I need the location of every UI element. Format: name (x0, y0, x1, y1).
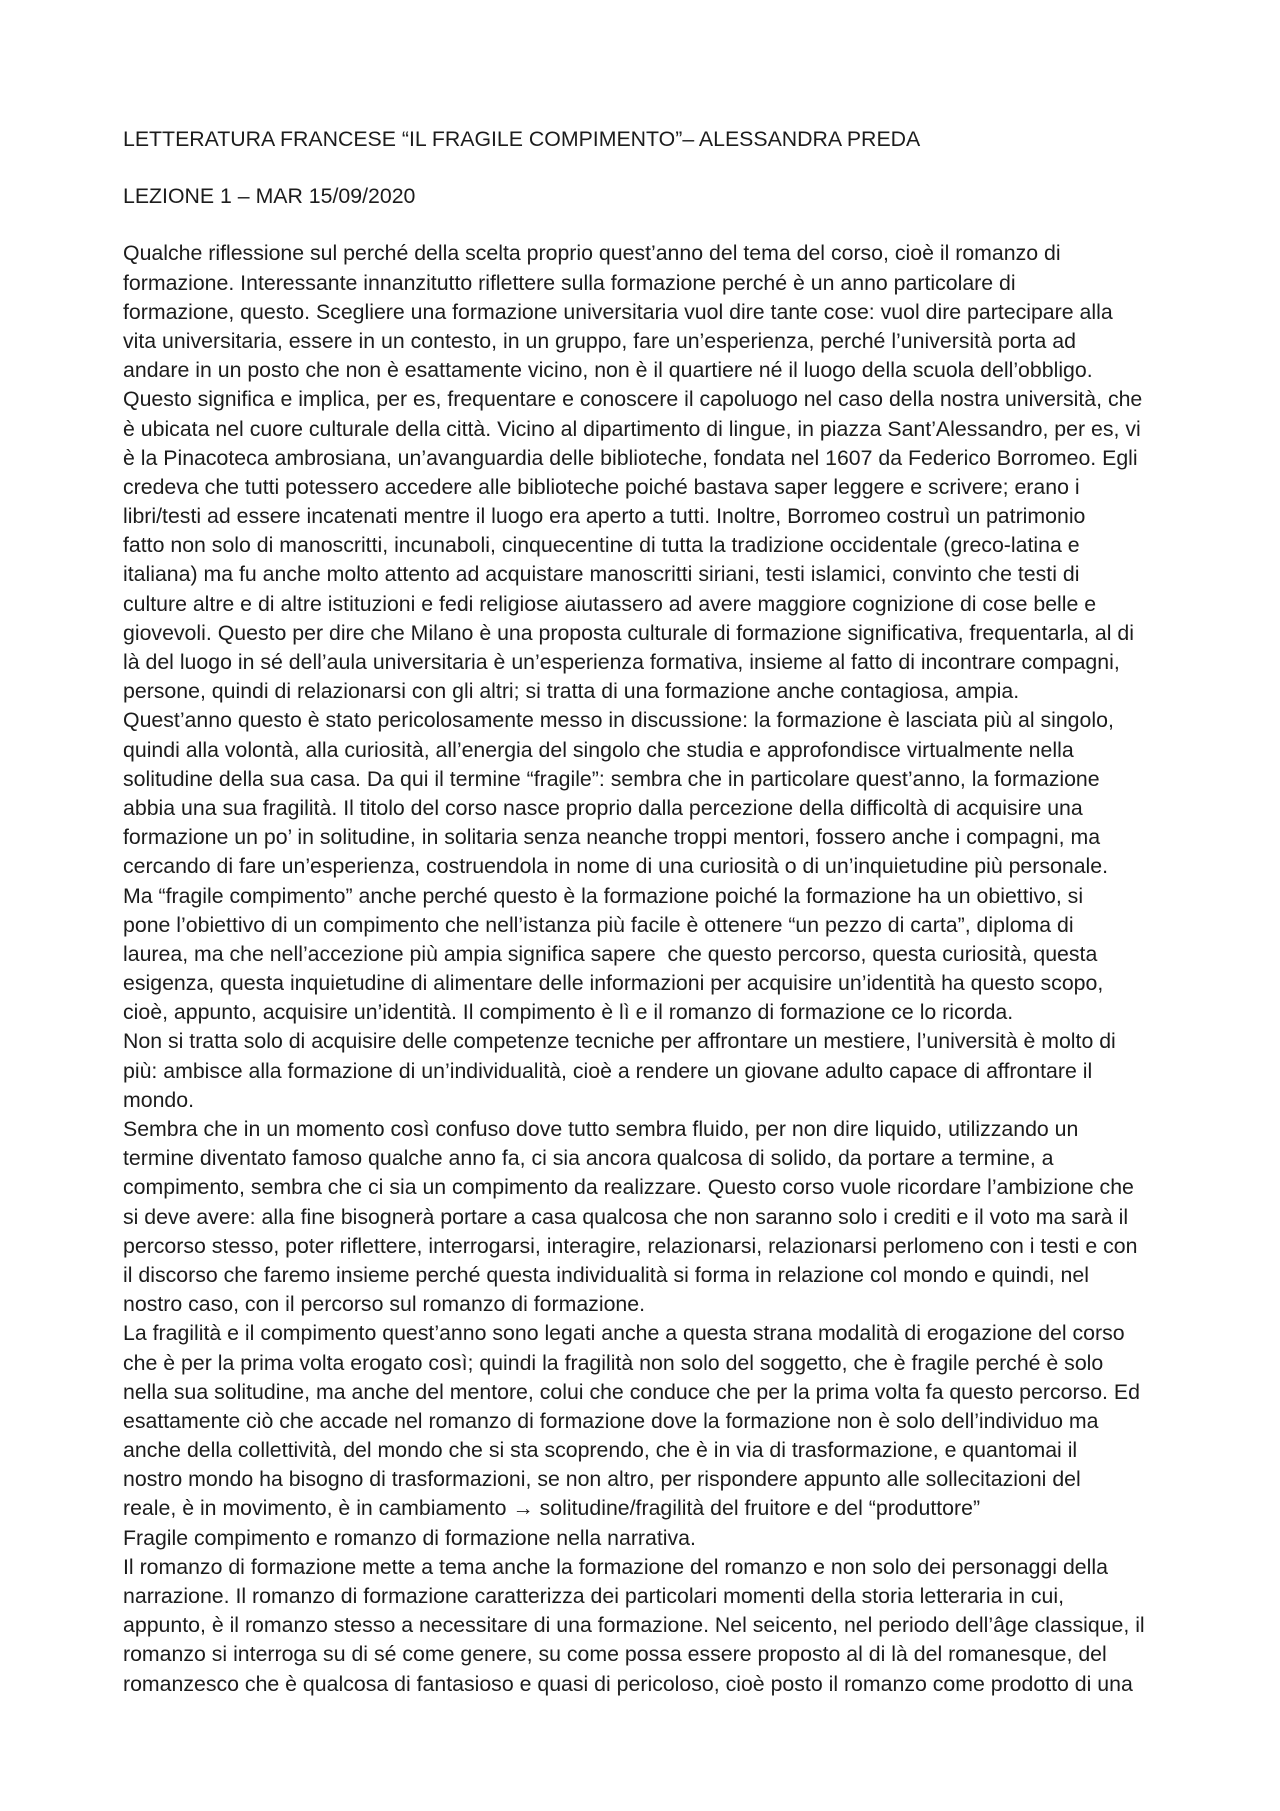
text-line: che è per la prima volta erogato così; quindi la fragilità non solo del soggetto, che è fragile perché è solo (123, 1350, 1104, 1375)
text-line: fatto non solo di manoscritti, incunaboli, cinquecentine di tutta la tradizione occidentale (greco-latina e (123, 533, 1080, 558)
text-line: romanzesco che è qualcosa di fantasioso e quasi di pericoloso, cioè posto il romanzo come prodotto di una (123, 1671, 1133, 1696)
text-line: Ma “fragile compimento” anche perché questo è la formazione poiché la formazione ha un obiettivo, si (123, 883, 1084, 908)
text-line: solitudine della sua casa. Da qui il termine “fragile”: sembra che in particolare quest’anno, la formazione (123, 766, 1100, 791)
text-line: Fragile compimento e romanzo di formazione nella narrativa. (123, 1525, 696, 1550)
text-line: Quest’anno questo è stato pericolosamente messo in discussione: la formazione è lasciata più al singolo, (123, 708, 1114, 733)
paragraph (123, 239, 1183, 706)
text-line: è la Pinacoteca ambrosiana, un’avanguardia delle biblioteche, fondata nel 1607 da Federico Borromeo. Egli (123, 445, 1138, 470)
text-line: Questo significa e implica, per es, frequentare e conoscere il capoluogo nel caso della nostra università, che (123, 387, 1143, 412)
text-line: Sembra che in un momento così confuso dove tutto sembra fluido, per non dire liquido, utilizzando un (123, 1117, 1079, 1141)
paragraph (123, 1553, 1183, 1699)
text-line: italiana) ma fu anche molto attento ad acquistare manoscritti siriani, testi islamici, convinto che testi di (123, 562, 1080, 587)
text-line: nella sua solitudine, ma anche del mentore, colui che conduce che per la prima volta fa questo percorso. Ed (123, 1379, 1140, 1404)
text-line: è ubicata nel cuore culturale della città. Vicino al dipartimento di lingue, in piazza Sant’Alessandro, per es, vi (123, 416, 1141, 441)
text-line: esigenza, questa inquietudine di alimentare delle informazioni per acquisire un’identità ha questo scopo, (123, 971, 1104, 996)
paragraph (123, 1524, 1183, 1553)
text-line: Qualche riflessione sul perché della scelta proprio quest’anno del tema del corso, cioè il romanzo di (123, 241, 1061, 266)
text-line: credeva che tutti potessero accedere alle biblioteche poiché bastava saper leggere e scrivere; erano i (123, 474, 1080, 499)
text-line: laurea, ma che nell’accezione più ampia significa sapere che questo percorso, questa curiosità, questa (123, 941, 1098, 966)
text-line: vita universitaria, essere in un contesto, in un gruppo, fare un’esperienza, perché l’università porta ad (123, 328, 1076, 353)
text-line: si deve avere: alla fine bisognerà portare a casa qualcosa che non saranno solo i crediti e il voto ma sarà il (123, 1204, 1129, 1229)
text-line: Il romanzo di formazione mette a tema anche la formazione del romanzo e non solo dei personaggi della (123, 1554, 1108, 1579)
lesson-heading: LEZIONE 1 – MAR 15/09/2020 (123, 184, 416, 209)
text-line: reale, è in movimento, è in cambiamento → solitudine/fragilità del fruitore e del “produttore” (123, 1496, 981, 1521)
text-line: andare in un posto che non è esattamente vicino, non è il quartiere né il luogo della scuola dell’obbligo. (123, 358, 1093, 383)
text-line: anche della collettività, del mondo che si sta scoprendo, che è in via di trasformazione, e quantomai il (123, 1438, 1078, 1463)
text-line: formazione. Interessante innanzitutto riflettere sulla formazione perché è un anno particolare di (123, 270, 1016, 295)
text-line: formazione, questo. Scegliere una formazione universitaria vuol dire tante cose: vuol dire partecipare alla (123, 299, 1113, 324)
text-line: mondo. (123, 1087, 195, 1112)
text-line: nostro caso, con il percorso sul romanzo di formazione. (123, 1292, 646, 1317)
document-title: LETTERATURA FRANCESE “IL FRAGILE COMPIMENTO”– ALESSANDRA PREDA (123, 127, 921, 151)
text-line: compimento, sembra che ci sia un compimento da realizzare. Questo corso vuole ricordare l’ambizione che (123, 1175, 1134, 1200)
text-line: narrazione. Il romanzo di formazione caratterizza dei particolari momenti della storia letteraria in cui, (123, 1584, 1065, 1608)
text-line: Non si tratta solo di acquisire delle competenze tecniche per affrontare un mestiere, l’università è molto di (123, 1029, 1116, 1054)
paragraph (123, 1027, 1183, 1115)
text-line: persone, quindi di relazionarsi con gli altri; si tratta di una formazione anche contagiosa, ampia. (123, 679, 1020, 704)
text-line: quindi alla volontà, alla curiosità, all’energia del singolo che studia e approfondisce virtualmente nella (123, 737, 1074, 762)
text-line: percorso stesso, poter riflettere, interrogarsi, interagire, relazionarsi, relazionarsi perlomeno con i testi e con (123, 1233, 1138, 1258)
text-line: abbia una sua fragilità. Il titolo del corso nasce proprio dalla percezione della difficoltà di acquisire una (123, 795, 1083, 820)
text-line: cercando di fare un’esperienza, costruendola in nome di una curiosità o di un’inquietudine più personale. (123, 854, 1109, 879)
text-line: romanzo si interroga su di sé come genere, su come possa essere proposto al di là del romanesque, del (123, 1642, 1107, 1667)
text-line: termine diventato famoso qualche anno fa, ci sia ancora qualcosa di solido, da portare a termine, a (123, 1146, 1054, 1171)
text-line: La fragilità e il compimento quest’anno sono legati anche a questa strana modalità di erogazione del corso (123, 1321, 1125, 1346)
paragraph (123, 882, 1183, 1028)
document-content (123, 125, 1183, 1699)
text-line: il discorso che faremo insieme perché questa individualità si forma in relazione col mondo e quindi, nel (123, 1262, 1089, 1287)
text-line: cioè, appunto, acquisire un’identità. Il compimento è lì e il romanzo di formazione ce lo ricorda. (123, 1000, 1014, 1025)
text-line: nostro mondo ha bisogno di trasformazioni, se non altro, per rispondere appunto alle sollecitazioni del (123, 1467, 1081, 1492)
paragraph (123, 706, 1183, 881)
document-body (123, 239, 1183, 1698)
text-line: formazione un po’ in solitudine, in solitaria senza neanche troppi mentori, fossero anche i compagni, ma (123, 825, 1101, 850)
text-line: culture altre e di altre istituzioni e fedi religiose aiutassero ad avere maggiore cognizione di cose belle e (123, 591, 1097, 616)
text-line: appunto, è il romanzo stesso a necessitare di una formazione. Nel seicento, nel periodo dell’âge classique, il (123, 1613, 1145, 1638)
text-line: più: ambisce alla formazione di un’individualità, cioè a rendere un giovane adulto capace di affrontare il (123, 1058, 1093, 1083)
text-line: libri/testi ad essere incatenati mentre il luogo era aperto a tutti. Inoltre, Borromeo costruì un patrimonio (123, 504, 1086, 529)
paragraph (123, 1115, 1183, 1319)
text-line: esattamente ciò che accade nel romanzo di formazione dove la formazione non è solo dell’individuo ma (123, 1408, 1099, 1433)
text-line: pone l’obiettivo di un compimento che nell’istanza più facile è ottenere “un pezzo di carta”, diploma di (123, 912, 1074, 937)
text-line: là del luogo in sé dell’aula universitaria è un’esperienza formativa, insieme al fatto di incontrare compagni, (123, 650, 1120, 674)
paragraph (123, 1319, 1183, 1523)
text-line: giovevoli. Questo per dire che Milano è una proposta culturale di formazione significativa, frequentarla, al di (123, 620, 1134, 645)
